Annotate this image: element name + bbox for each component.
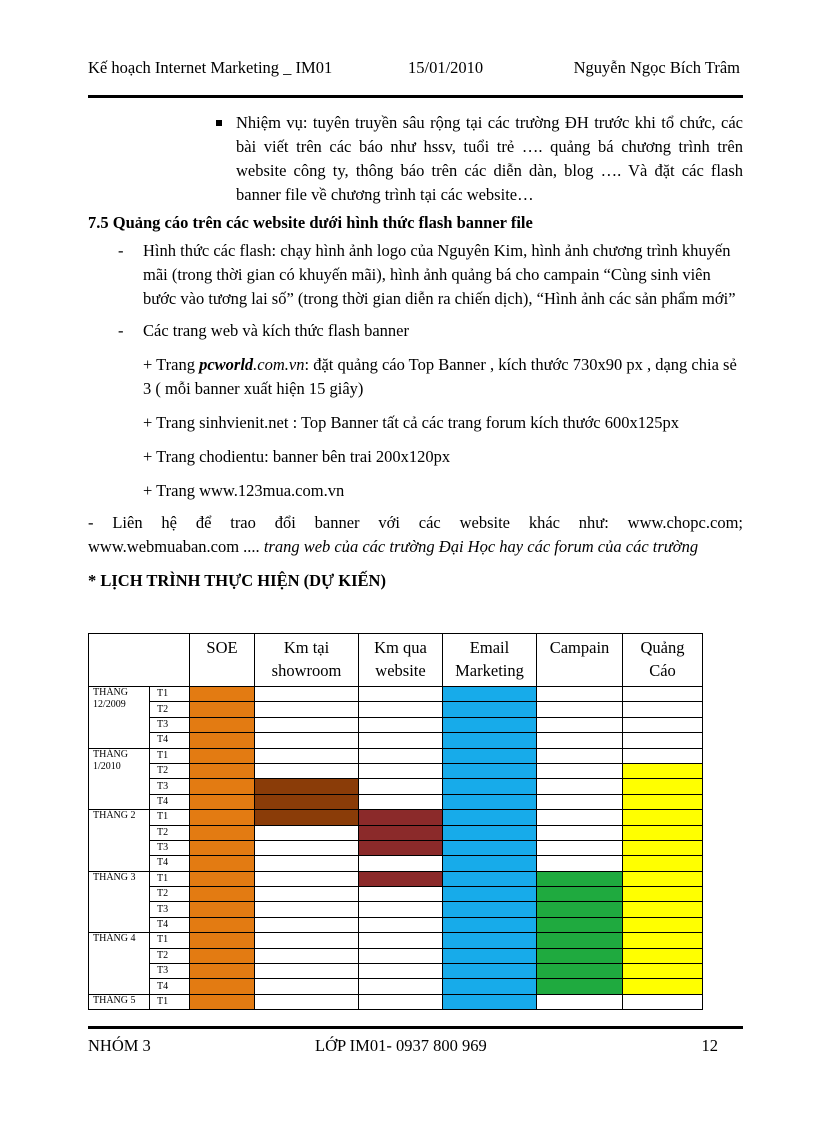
cell-soe <box>190 794 255 809</box>
table-row <box>89 810 703 825</box>
week-label: T1 <box>150 871 190 886</box>
cell-campain <box>537 871 623 886</box>
cell-showroom <box>255 994 359 1009</box>
cell-showroom <box>255 933 359 948</box>
table-row <box>89 748 703 763</box>
cell-campain <box>537 840 623 855</box>
cell-soe <box>190 733 255 748</box>
week-label: T3 <box>150 779 190 794</box>
cell-soe <box>190 825 255 840</box>
cell-soe <box>190 887 255 902</box>
footer-group: NHÓM 3 <box>88 1036 151 1055</box>
cell-showroom <box>255 702 359 717</box>
cell-quangcao <box>623 763 703 778</box>
site-detail: : đặt quảng cáo Top Banner , kích thước 730x90 px , dạng chia sẻ 3 ( mỗi banner xuất hiện 15 giây) <box>143 355 737 398</box>
month-label: THÁNG 5 <box>89 994 150 1009</box>
column-header-line: Km tại <box>283 638 330 657</box>
table-row <box>89 779 703 794</box>
cell-website <box>359 871 443 886</box>
task-bullet <box>212 111 743 207</box>
cell-soe <box>190 948 255 963</box>
cell-email <box>443 979 537 994</box>
week-label: T3 <box>150 964 190 979</box>
week-label: T1 <box>150 933 190 948</box>
column-header-line: Cáo <box>649 661 676 680</box>
table-row <box>89 933 703 948</box>
column-header-soe <box>190 634 255 687</box>
page-number: 12 <box>701 1036 718 1055</box>
cell-showroom <box>255 871 359 886</box>
week-label: T1 <box>150 810 190 825</box>
column-header-email <box>443 634 537 687</box>
table-row <box>89 871 703 886</box>
cell-email <box>443 748 537 763</box>
cell-campain <box>537 687 623 702</box>
cell-quangcao <box>623 717 703 732</box>
cell-website <box>359 825 443 840</box>
table-row <box>89 994 703 1009</box>
cell-email <box>443 717 537 732</box>
schedule-title: * LỊCH TRÌNH THỰC HIỆN (DỰ KIẾN) <box>88 571 386 590</box>
table-row <box>89 902 703 917</box>
table-row <box>89 917 703 932</box>
cell-campain <box>537 763 623 778</box>
contact-line-1: - Liên hệ để trao đổi banner với các website khác như: www.chopc.com; <box>88 513 743 532</box>
cell-quangcao <box>623 917 703 932</box>
cell-email <box>443 948 537 963</box>
week-label: T4 <box>150 733 190 748</box>
schedule-table <box>88 633 703 1010</box>
cell-email <box>443 902 537 917</box>
column-header-line: Quảng <box>640 638 685 657</box>
cell-website <box>359 902 443 917</box>
site-sinhvienit: + Trang sinhvienit.net : Top Banner tất cả các trang forum kích thước 600x125px <box>143 413 679 432</box>
cell-soe <box>190 763 255 778</box>
cell-campain <box>537 779 623 794</box>
cell-showroom <box>255 840 359 855</box>
cell-showroom <box>255 717 359 732</box>
site-name-bold: pcworld <box>199 355 254 374</box>
table-row <box>89 825 703 840</box>
table-header-row <box>89 634 703 687</box>
cell-email <box>443 887 537 902</box>
week-label: T4 <box>150 979 190 994</box>
cell-quangcao <box>623 733 703 748</box>
week-label: T1 <box>150 687 190 702</box>
cell-campain <box>537 856 623 871</box>
header-date: 15/01/2010 <box>408 58 484 77</box>
table-row <box>89 702 703 717</box>
footer-rule <box>88 1026 743 1029</box>
week-label: T3 <box>150 717 190 732</box>
table-row <box>89 856 703 871</box>
cell-soe <box>190 810 255 825</box>
cell-soe <box>190 933 255 948</box>
cell-email <box>443 810 537 825</box>
cell-soe <box>190 702 255 717</box>
cell-email <box>443 825 537 840</box>
cell-email <box>443 964 537 979</box>
cell-campain <box>537 810 623 825</box>
cell-soe <box>190 964 255 979</box>
week-label: T3 <box>150 840 190 855</box>
column-header-line: Marketing <box>455 661 524 680</box>
header-author: Nguyễn Ngọc Bích Trâm <box>573 58 740 77</box>
cell-website <box>359 810 443 825</box>
cell-quangcao <box>623 794 703 809</box>
week-label: T2 <box>150 887 190 902</box>
cell-email <box>443 856 537 871</box>
cell-soe <box>190 871 255 886</box>
header-corner-cell <box>89 634 190 687</box>
cell-website <box>359 763 443 778</box>
cell-campain <box>537 748 623 763</box>
cell-quangcao <box>623 825 703 840</box>
square-bullet-icon <box>216 120 222 126</box>
week-label: T3 <box>150 902 190 917</box>
contact-line-2 <box>88 535 743 559</box>
column-header-line: website <box>375 661 426 680</box>
week-label: T4 <box>150 794 190 809</box>
column-header-quangcao <box>623 634 703 687</box>
cell-campain <box>537 887 623 902</box>
cell-showroom <box>255 748 359 763</box>
cell-soe <box>190 687 255 702</box>
cell-website <box>359 933 443 948</box>
cell-website <box>359 794 443 809</box>
cell-email <box>443 763 537 778</box>
cell-soe <box>190 979 255 994</box>
cell-email <box>443 871 537 886</box>
cell-quangcao <box>623 933 703 948</box>
cell-showroom <box>255 779 359 794</box>
week-label: T2 <box>150 825 190 840</box>
cell-email <box>443 994 537 1009</box>
cell-website <box>359 687 443 702</box>
cell-soe <box>190 779 255 794</box>
month-label: THÁNG 2 <box>89 810 150 872</box>
footer-class: LỚP IM01- 0937 800 969 <box>315 1036 487 1055</box>
site-chodientu: + Trang chodientu: banner bên trai 200x120px <box>143 447 451 466</box>
cell-quangcao <box>623 702 703 717</box>
cell-soe <box>190 717 255 732</box>
cell-quangcao <box>623 964 703 979</box>
cell-website <box>359 856 443 871</box>
cell-campain <box>537 964 623 979</box>
column-header-line: Campain <box>549 638 610 657</box>
cell-quangcao <box>623 748 703 763</box>
cell-soe <box>190 748 255 763</box>
cell-email <box>443 933 537 948</box>
cell-soe <box>190 902 255 917</box>
cell-quangcao <box>623 840 703 855</box>
site-pcworld <box>88 353 743 401</box>
cell-campain <box>537 825 623 840</box>
cell-quangcao <box>623 948 703 963</box>
cell-campain <box>537 902 623 917</box>
cell-showroom <box>255 825 359 840</box>
dash-marker: - <box>118 241 124 260</box>
cell-showroom <box>255 687 359 702</box>
month-label: THÁNG 4 <box>89 933 150 995</box>
cell-soe <box>190 840 255 855</box>
cell-website <box>359 979 443 994</box>
dash-marker: - <box>118 321 124 340</box>
cell-showroom <box>255 902 359 917</box>
cell-website <box>359 994 443 1009</box>
cell-email <box>443 779 537 794</box>
flash-format-text: Hình thức các flash: chạy hình ảnh logo của Nguyên Kim, hình ảnh chương trình khuyến mãi (trong thời gian có khuyến mãi), hình ảnh quảng bá cho campain “Cùng sinh viên bước vào tương lai số” (trong thời gian diễn ra chiến dịch), “Hình ảnh các sản phẩm mới” <box>143 241 736 308</box>
cell-showroom <box>255 733 359 748</box>
table-row <box>89 979 703 994</box>
month-label: THÁNG 3 <box>89 871 150 933</box>
week-label: T1 <box>150 748 190 763</box>
cell-website <box>359 702 443 717</box>
column-header-campain <box>537 634 623 687</box>
table-row <box>89 794 703 809</box>
cell-website <box>359 964 443 979</box>
cell-campain <box>537 717 623 732</box>
cell-showroom <box>255 979 359 994</box>
flash-format-item <box>88 239 743 311</box>
cell-showroom <box>255 763 359 778</box>
cell-showroom <box>255 887 359 902</box>
cell-campain <box>537 979 623 994</box>
contact-italic: trang web của các trường Đại Học hay các forum của các trường <box>263 537 699 556</box>
cell-soe <box>190 917 255 932</box>
week-label: T2 <box>150 702 190 717</box>
cell-campain <box>537 794 623 809</box>
cell-website <box>359 748 443 763</box>
section-title: 7.5 Quảng cáo trên các website dưới hình thức flash banner file <box>88 213 533 232</box>
month-label: THÁNG 1/2010 <box>89 748 150 810</box>
column-header-website <box>359 634 443 687</box>
column-header-line: SOE <box>206 638 238 657</box>
week-label: T2 <box>150 948 190 963</box>
cell-website <box>359 948 443 963</box>
cell-showroom <box>255 810 359 825</box>
websites-text: Các trang web và kích thức flash banner <box>143 321 409 340</box>
header-rule <box>88 95 743 98</box>
week-label: T1 <box>150 994 190 1009</box>
cell-showroom <box>255 917 359 932</box>
week-label: T4 <box>150 917 190 932</box>
cell-email <box>443 733 537 748</box>
cell-showroom <box>255 948 359 963</box>
cell-email <box>443 794 537 809</box>
table-row <box>89 763 703 778</box>
site-domain: .com.vn <box>253 355 305 374</box>
cell-showroom <box>255 856 359 871</box>
document-body <box>88 111 743 593</box>
cell-quangcao <box>623 871 703 886</box>
cell-quangcao <box>623 887 703 902</box>
task-bullet-text: Nhiệm vụ: tuyên truyền sâu rộng tại các trường ĐH trước khi tổ chức, các bài viết trên các báo như hssv, tuổi trẻ …. quảng bá chương trình trên website công ty, thông báo trên các diễn dàn, blog …. Và đặt các flash banner file về chương trình tại các website… <box>236 113 743 204</box>
column-header-line: showroom <box>271 661 342 680</box>
table-row <box>89 687 703 702</box>
cell-showroom <box>255 794 359 809</box>
cell-website <box>359 733 443 748</box>
cell-campain <box>537 917 623 932</box>
table-row <box>89 887 703 902</box>
cell-quangcao <box>623 994 703 1009</box>
table-row <box>89 717 703 732</box>
cell-campain <box>537 702 623 717</box>
site-123mua: + Trang www.123mua.com.vn <box>143 481 345 500</box>
cell-website <box>359 917 443 932</box>
table-row <box>89 964 703 979</box>
cell-quangcao <box>623 810 703 825</box>
cell-quangcao <box>623 902 703 917</box>
cell-quangcao <box>623 979 703 994</box>
column-header-showroom <box>255 634 359 687</box>
cell-email <box>443 840 537 855</box>
cell-quangcao <box>623 687 703 702</box>
header-title: Kế hoạch Internet Marketing _ IM01 <box>88 58 333 77</box>
cell-showroom <box>255 964 359 979</box>
cell-website <box>359 779 443 794</box>
table-row <box>89 948 703 963</box>
contact-paragraph <box>88 511 743 559</box>
websites-item <box>88 319 743 343</box>
cell-soe <box>190 856 255 871</box>
cell-soe <box>190 994 255 1009</box>
cell-quangcao <box>623 779 703 794</box>
cell-campain <box>537 933 623 948</box>
column-header-line: Email <box>469 638 510 657</box>
table-row <box>89 733 703 748</box>
cell-email <box>443 702 537 717</box>
table-row <box>89 840 703 855</box>
week-label: T4 <box>150 856 190 871</box>
cell-website <box>359 887 443 902</box>
cell-campain <box>537 994 623 1009</box>
month-label: THÁNG 12/2009 <box>89 687 150 749</box>
cell-email <box>443 687 537 702</box>
column-header-line: Km qua <box>374 638 427 657</box>
cell-email <box>443 917 537 932</box>
site-prefix: + Trang <box>143 355 200 374</box>
cell-website <box>359 717 443 732</box>
cell-quangcao <box>623 856 703 871</box>
cell-campain <box>537 948 623 963</box>
week-label: T2 <box>150 763 190 778</box>
cell-website <box>359 840 443 855</box>
cell-campain <box>537 733 623 748</box>
contact-sites: www.webmuaban.com .... <box>88 537 264 556</box>
